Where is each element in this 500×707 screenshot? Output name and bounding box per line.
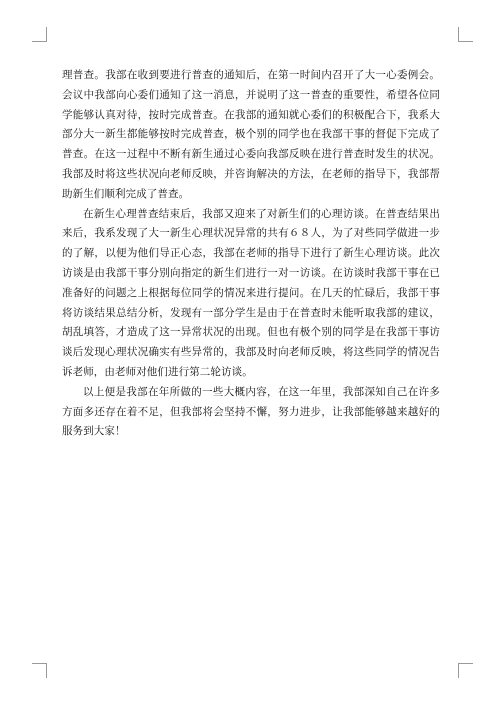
paragraph-survey-continued: 理普查。我部在收到要进行普查的通知后，在第一时间内召开了大一心委例会。会议中我部向心委们通知了这一消息，并说明了这一普查的重要性，希望各位同学能够认真对待，按时完成普查。在我部的通知就心委们的积极配合下，我系大部分大一新生都能够按时完成普查，极个别的同学也在我部干事的督促下完成了普查。在这一过程中不断有新生通过心委向我部反映在进行普查时发生的状况。我部及时将这些状况向老师反映，并咨询解决的方法，在老师的指导下，我部帮助新生们顺利完成了普查。 (62, 69, 440, 200)
crop-mark-top-right (458, 27, 473, 42)
document-body (62, 66, 440, 442)
crop-mark-bottom-right (458, 663, 473, 678)
paragraph-interviews: 在新生心理普查结束后，我部又迎来了对新生们的心理访谈。在普查结果出来后，我系发现了大一新生心理状况异常的共有６８人，为了对些同学做进一步的了解，以便为他们导正心态，我部在老师的指导下进行了新生心理访谈。此次访谈是由我部干事分别向指定的新生们进行一对一访谈。在访谈时我部干事在已准备好的问题之上根据每位同学的情况来进行提问。在几天的忙碌后，我部干事将访谈结果总结分析，发现有一部分学生是由于在普查时未能听取我部的建议，胡乱填答，才造成了这一异常状况的出现。但也有极个别的同学是在我部干事访谈后发现心理状况确实有些异常的，我部及时向老师反映，将这些同学的情况告诉老师，由老师对他们进行第二轮访谈。 (62, 207, 440, 378)
crop-mark-bottom-left (32, 663, 47, 678)
paragraph-summary: 以上便是我部在年所做的一些大概内容，在这一年里，我部深知自己在许多方面多还存在着不足，但我部将会坚持不懈，努力进步，让我部能够越来越好的服务到大家！ (62, 385, 440, 438)
crop-mark-top-left (32, 27, 47, 42)
